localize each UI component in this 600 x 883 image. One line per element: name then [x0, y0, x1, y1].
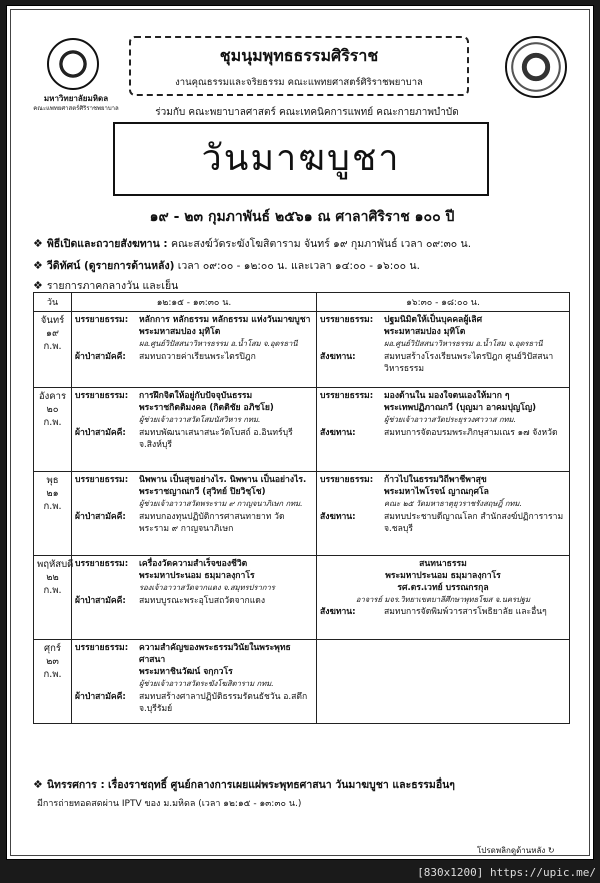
- page-title: วันมาฆบูชา: [201, 138, 401, 179]
- donation: สมทบบูรณะพระอุโบสถวัดจากแดง: [139, 596, 266, 606]
- day-name: ศุกร์: [44, 643, 61, 654]
- schedule-table: [33, 292, 570, 724]
- day-cell: [34, 388, 72, 472]
- speaker: พระราชกิตติมงคล (กิตติชัย อภิชโย): [139, 403, 274, 413]
- topic: หลักการ หลักธรรม หลักธรรม แห่งวันมาฆบูชา: [139, 315, 311, 325]
- donation: สมทบถวายค่าเรียนพระไตรปิฎก: [139, 352, 256, 362]
- org-subtitle: งานคุณธรรมและจริยธรรม คณะแพทยศาสตร์ศิริราชพยาบาล: [175, 77, 423, 88]
- speaker-note: ผอ.ศูนย์วิปัสสนาวิหารธรรม อ.น้ำโสม จ.อุดรธานี: [384, 339, 543, 348]
- slot-label: บรรยายธรรม:: [75, 391, 129, 401]
- topic: มองด้านใน มองใจตนเองให้มาก ๆ: [384, 391, 510, 401]
- diamond-bullet-icon: ❖: [33, 259, 43, 272]
- day-name: จันทร์: [40, 315, 65, 326]
- bullet-text: คณะสงฆ์วัดระฆังโฆสิตาราม จันทร์ ๑๙ กุมภาพันธ์ เวลา ๐๙:๓๐ น.: [170, 238, 472, 250]
- topic: นิพพาน เป็นสุขอย่างไร. นิพพาน เป็นอย่างไร.: [139, 475, 307, 485]
- bullet-text: เวลา ๐๙:๐๐ - ๑๒:๐๐ น. และเวลา ๑๔:๐๐ - ๑๖:๐๐ น.: [177, 260, 420, 272]
- slot-label: บรรยายธรรม:: [75, 315, 129, 325]
- day-name: อังคาร: [38, 391, 67, 402]
- bullet-video: [33, 257, 420, 274]
- table-header: [34, 293, 570, 312]
- topic: ก้าวไปในธรรมวิถีพาชีพาสุข: [384, 475, 487, 485]
- col-evening: ๑๖:๓๐ - ๑๘:๐๐ น.: [317, 293, 570, 312]
- noon-cell: [72, 388, 317, 472]
- speaker-note: ผอ.ศูนย์วิปัสสนาวิหารธรรม อ.น้ำโสม จ.อุดรธานี: [139, 339, 298, 348]
- speaker-note: ผู้ช่วยเจ้าอาวาสวัดโสมนัสวิหาร กทม.: [139, 415, 261, 424]
- speaker: พระมหาประนอม ธมฺมาลงฺกาโร: [385, 571, 501, 581]
- speaker-2: รศ.ดร.เวทย์ บรรณกรกุล: [397, 583, 489, 593]
- slot-label: บรรยายธรรม:: [75, 475, 129, 485]
- speaker-note: อาจารย์ มจร.วิทยาเขตบาลีศึกษาพุทธโฆส จ.นครปฐม: [355, 595, 531, 604]
- exhibition-line: [33, 776, 455, 793]
- broadcast-line: มีการถ่ายทอดสดผ่าน IPTV ของ ม.มหิดล (เวลา ๑๒:๑๕ - ๑๓:๓๐ น.): [37, 799, 302, 809]
- day-date: ๒๒ ก.พ.: [43, 572, 62, 596]
- slot-label: สังฆทาน:: [320, 428, 356, 438]
- day-name: พฤหัสบดี: [37, 559, 74, 570]
- org-title: ชุมนุมพุทธธรรมศิริราช: [219, 46, 379, 65]
- donation: สมทบประชาบดีญาณโลก สำนักสงฆ์ปฏิการาราม จ.ชลบุรี: [384, 512, 564, 534]
- donation: สมทบการจัดพิมพ์วารสารโพธิยาลัย และอื่นๆ: [384, 607, 547, 617]
- donation: สมทบพัฒนาเสนาสนะวัดโบสถ์ อ.อินทร์บุรี จ.สิงห์บุรี: [139, 428, 293, 450]
- partners-line: ร่วมกับ คณะพยาบาลศาสตร์ คณะเทคนิคการแพทย์ คณะกายภาพบำบัด: [155, 107, 459, 118]
- noon-cell: [72, 640, 317, 724]
- table-row: [34, 640, 570, 724]
- slot-label: สังฆทาน:: [320, 512, 356, 522]
- org-header: [129, 36, 469, 96]
- slot-label: ผ้าป่าสามัคคี:: [75, 428, 126, 438]
- slot-label: ผ้าป่าสามัคคี:: [75, 692, 126, 702]
- bullet-label: พิธีเปิดและถวายสังฆทาน :: [46, 238, 168, 250]
- topic: การฝึกจิตให้อยู่กับปัจจุบันธรรม: [139, 391, 253, 401]
- speaker-note: คณะ ๒๕ วัดมหาธาตุยุวราชรังสฤษฎิ์ กทม.: [384, 499, 522, 508]
- day-name: พุธ: [46, 475, 59, 486]
- day-date: ๒๓ ก.พ.: [43, 656, 62, 680]
- bullet-opening: [33, 235, 471, 252]
- slot-label: บรรยายธรรม:: [75, 559, 129, 569]
- evening-cell: [317, 556, 570, 640]
- left-logo-sub: คณะแพทยศาสตร์ศิริราชพยาบาล: [33, 105, 119, 112]
- donation: สมทบกองทุนปฏิบัติการศาสนทายาท วัดพระราม ๙ กาญจนาภิเษก: [139, 512, 285, 534]
- speaker-note: ผู้ช่วยเจ้าอาวาสวัดพระราม ๙ กาญจนาภิเษก กทม.: [139, 499, 303, 508]
- speaker-note: ผู้ช่วยเจ้าอาวาสวัดระฆังโฆสิตาราม กทม.: [139, 679, 274, 688]
- turn-over-note: โปรดพลิกดูด้านหลัง ↻: [477, 846, 555, 855]
- donation: สมทบการจัดอบรมพระภิกษุสามเณร ๑๗ จังหวัด: [384, 428, 558, 438]
- day-cell: [34, 312, 72, 388]
- donation: สมทบสร้างศาลาปฏิบัติธรรมรัตนธัชวัน อ.สตึก จ.บุรีรัมย์: [139, 692, 308, 714]
- noon-cell: [72, 312, 317, 388]
- slot-label: สังฆทาน:: [320, 607, 356, 617]
- slot-label: บรรยายธรรม:: [320, 391, 374, 401]
- slot-label: บรรยายธรรม:: [320, 475, 374, 485]
- dialogue-title: สนทนาธรรม: [419, 559, 467, 569]
- evening-cell-empty: [317, 640, 570, 724]
- speaker: พระเทพปฏิภาณกวี (บุญมา อาคมปุญโญ): [384, 403, 537, 413]
- date-venue: ๑๙ - ๒๓ กุมภาพันธ์ ๒๕๖๑ ณ ศาลาศิริราช ๑๐๐ ปี: [149, 209, 455, 225]
- topic: เครื่องวัดความสำเร็จของชีวิต: [139, 559, 248, 569]
- speaker: พระราชญาณกวี (สุวิทย์ ปิยวิชฺโช): [139, 487, 266, 497]
- speaker: พระมหาสมปอง มุทิโต: [384, 327, 466, 337]
- slot-label: บรรยายธรรม:: [320, 315, 374, 325]
- donation: สมทบสร้างโรงเรียนพระไตรปิฎก ศูนย์วิปัสสนาวิหารธรรม: [384, 352, 554, 374]
- day-date: ๒๑ ก.พ.: [43, 488, 62, 512]
- mahidol-logo-icon: [47, 38, 99, 90]
- speaker: พระมหาประนอม ธมฺมาลงฺกาโร: [139, 571, 255, 581]
- topic: ความสำคัญของพระธรรมวินัยในพระพุทธศาสนา: [139, 643, 291, 665]
- table-row: [34, 312, 570, 388]
- exhibition-label: นิทรรศการ :: [46, 779, 105, 791]
- diamond-bullet-icon: ❖: [33, 778, 43, 791]
- table-row: [34, 472, 570, 556]
- evening-cell: [317, 388, 570, 472]
- day-cell: [34, 640, 72, 724]
- poster: [6, 5, 594, 860]
- topic: ปฐมนิมิตให้เป็นบุคคลผู้เลิศ: [384, 315, 483, 325]
- speaker: พระมหาไพโรจน์ ญาณกุศโล: [384, 487, 489, 497]
- day-date: ๒๐ ก.พ.: [43, 404, 62, 428]
- title-box: [113, 122, 489, 196]
- speaker-note: รองเจ้าอาวาสวัดจากแดง จ.สมุทรปราการ: [139, 583, 275, 592]
- slot-label: ผ้าป่าสามัคคี:: [75, 512, 126, 522]
- day-cell: [34, 556, 72, 640]
- noon-cell: [72, 472, 317, 556]
- diamond-bullet-icon: ❖: [33, 279, 43, 292]
- exhibition-text: เรื่องราชฤทธิ์ ศูนย์กลางการเผยแผ่พระพุทธศาสนา วันมาฆบูชา และธรรมอื่นๆ: [108, 779, 455, 791]
- speaker-note: ผู้ช่วยเจ้าอาวาสวัดประยุรวงศาวาส กทม.: [384, 415, 516, 424]
- table-row: [34, 556, 570, 640]
- speaker: พระมหาสมปอง มุทิโต: [139, 327, 221, 337]
- watermark: [830x1200] https://upic.me/: [417, 866, 596, 879]
- day-date: ๑๙ ก.พ.: [43, 328, 62, 352]
- evening-cell: [317, 472, 570, 556]
- bullet-text: รายการภาคกลางวัน และเย็น: [46, 280, 179, 292]
- table-row: [34, 388, 570, 472]
- speaker: พระมหาชินวัฒน์ จกฺกวโร: [139, 667, 233, 677]
- day-cell: [34, 472, 72, 556]
- bullet-label: วีดิทัศน์ (ดูรายการด้านหลัง): [46, 260, 175, 272]
- club-logo-icon: [505, 36, 567, 98]
- col-day: วัน: [34, 293, 72, 312]
- col-noon: ๑๒:๑๕ - ๑๓:๓๐ น.: [72, 293, 317, 312]
- slot-label: บรรยายธรรม:: [75, 643, 129, 653]
- slot-label: สังฆทาน:: [320, 352, 356, 362]
- slot-label: ผ้าป่าสามัคคี:: [75, 352, 126, 362]
- left-logo-label: มหาวิทยาลัยมหิดล: [43, 94, 109, 103]
- diamond-bullet-icon: ❖: [33, 237, 43, 250]
- noon-cell: [72, 556, 317, 640]
- evening-cell: [317, 312, 570, 388]
- slot-label: ผ้าป่าสามัคคี:: [75, 596, 126, 606]
